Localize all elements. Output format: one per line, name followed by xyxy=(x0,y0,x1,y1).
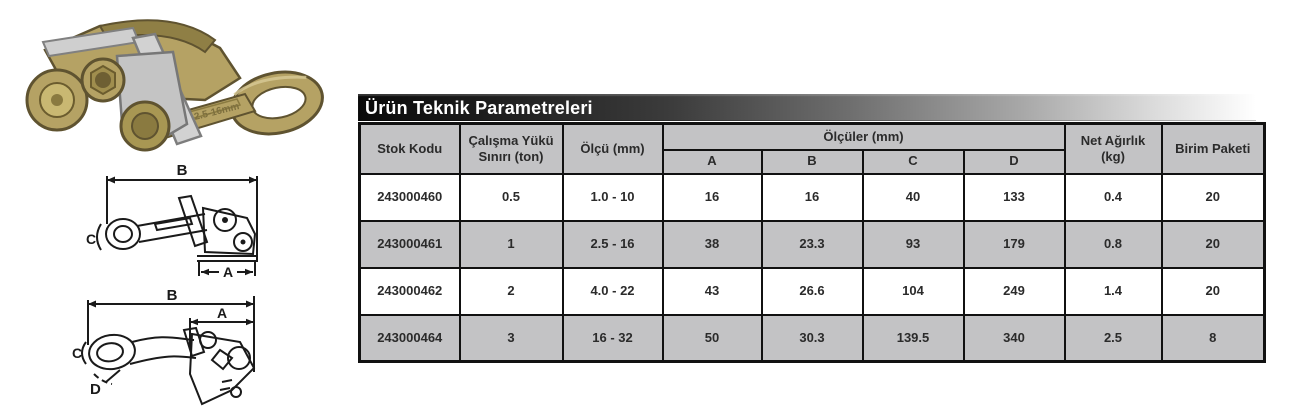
table-row xyxy=(360,315,1265,362)
cell-dim-a: 16 xyxy=(663,174,762,221)
col-header-calisma-line2: Sınırı (ton) xyxy=(478,148,544,164)
title-bar xyxy=(358,94,1256,121)
cell-dim-a: 50 xyxy=(663,315,762,362)
cell-stok-kodu: 243000461 xyxy=(360,221,460,268)
dim-label-b2: B xyxy=(166,290,178,304)
cable-grip-photo-illustration xyxy=(5,8,335,158)
cell-net-agirlik: 2.5 xyxy=(1065,315,1162,362)
cell-net-agirlik: 0.8 xyxy=(1065,221,1162,268)
cell-dim-b: 26.6 xyxy=(762,268,863,315)
cell-olcu: 1.0 - 10 xyxy=(563,174,663,221)
header-row-1 xyxy=(360,124,1265,150)
cell-birim-paketi: 20 xyxy=(1162,268,1265,315)
cell-net-agirlik: 1.4 xyxy=(1065,268,1162,315)
cell-calisma-yuku: 0.5 xyxy=(460,174,563,221)
cell-dim-d: 340 xyxy=(964,315,1065,362)
dimension-drawing-1 xyxy=(85,162,265,288)
col-header-net-agirlik xyxy=(1065,124,1162,174)
cell-stok-kodu: 243000460 xyxy=(360,174,460,221)
cell-dim-a: 43 xyxy=(663,268,762,315)
cell-dim-d: 249 xyxy=(964,268,1065,315)
cell-stok-kodu: 243000462 xyxy=(360,268,460,315)
cell-dim-c: 93 xyxy=(863,221,964,268)
page-title: Ürün Teknik Parametreleri xyxy=(365,97,593,118)
col-header-calisma-yuku xyxy=(460,124,563,174)
cell-calisma-yuku: 1 xyxy=(460,221,563,268)
cell-dim-a: 38 xyxy=(663,221,762,268)
cell-dim-c: 104 xyxy=(863,268,964,315)
col-header-olcu: Ölçü (mm) xyxy=(563,124,663,174)
cell-net-agirlik: 0.4 xyxy=(1065,174,1162,221)
cell-dim-b: 30.3 xyxy=(762,315,863,362)
cell-stok-kodu: 243000464 xyxy=(360,315,460,362)
col-header-birim-paketi: Birim Paketi xyxy=(1162,124,1265,174)
cell-olcu: 16 - 32 xyxy=(563,315,663,362)
cell-dim-b: 23.3 xyxy=(762,221,863,268)
cell-dim-b: 16 xyxy=(762,174,863,221)
cell-birim-paketi: 8 xyxy=(1162,315,1265,362)
col-header-stok-kodu: Stok Kodu xyxy=(360,124,460,174)
table-row xyxy=(360,174,1265,221)
dimension-drawing-2 xyxy=(72,290,262,412)
cell-olcu: 4.0 - 22 xyxy=(563,268,663,315)
col-header-olculer: Ölçüler (mm) xyxy=(663,124,1065,150)
col-header-calisma-line1: Çalışma Yükü xyxy=(468,132,554,148)
col-header-net-line1: Net Ağırlık xyxy=(1080,132,1146,148)
cell-calisma-yuku: 3 xyxy=(460,315,563,362)
table-row xyxy=(360,268,1265,315)
cell-olcu: 2.5 - 16 xyxy=(563,221,663,268)
col-header-dim-a: A xyxy=(663,150,762,174)
cell-dim-c: 139.5 xyxy=(863,315,964,362)
col-header-dim-c: C xyxy=(863,150,964,174)
product-photo xyxy=(5,8,335,158)
col-header-net-line2: (kg) xyxy=(1101,148,1125,164)
cell-dim-c: 40 xyxy=(863,174,964,221)
dim-label-a2: A xyxy=(216,305,228,321)
cell-dim-d: 133 xyxy=(964,174,1065,221)
cell-birim-paketi: 20 xyxy=(1162,174,1265,221)
dim-label-b1: B xyxy=(176,162,188,179)
spec-table xyxy=(358,122,1266,363)
cell-calisma-yuku: 2 xyxy=(460,268,563,315)
cell-dim-d: 179 xyxy=(964,221,1065,268)
dim-label-c1: C xyxy=(86,231,97,247)
table-row xyxy=(360,221,1265,268)
dim-label-a1: A xyxy=(222,264,234,280)
col-header-dim-d: D xyxy=(964,150,1065,174)
dim-label-d2: D xyxy=(90,381,101,398)
col-header-dim-b: B xyxy=(762,150,863,174)
dim-label-c2: C xyxy=(72,345,83,361)
tool-marking-text: 2.5-16mm xyxy=(193,101,241,123)
cell-birim-paketi: 20 xyxy=(1162,221,1265,268)
